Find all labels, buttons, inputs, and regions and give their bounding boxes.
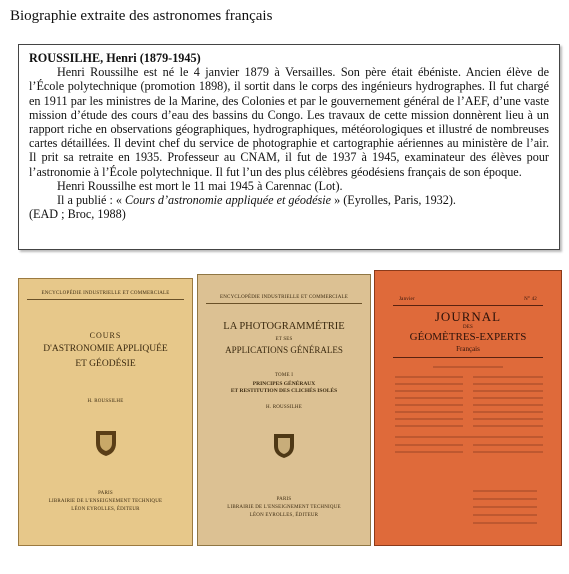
cover1-publisher2: LÉON EYROLLES, ÉDITEUR	[71, 507, 140, 512]
cover2-publisher: LIBRAIRIE DE L'ENSEIGNEMENT TECHNIQUE	[227, 505, 341, 510]
cover2-series: ENCYCLOPÉDIE INDUSTRIELLE ET COMMERCIALE	[219, 295, 349, 300]
publ-suffix: » (Eyrolles, Paris, 1932).	[331, 193, 456, 208]
bio-name: ROUSSILHE, Henri (1879-1945)	[29, 51, 201, 65]
cover3-title-2: DES	[462, 325, 474, 330]
cover3-contents-lines	[393, 363, 545, 483]
cover3-title-4: Français	[456, 345, 480, 353]
publ-title: Cours d’astronomie appliquée et géodésie	[125, 193, 332, 208]
biography-box	[18, 44, 560, 250]
journal-cover-geometres	[374, 270, 562, 546]
bio-paragraph-1: Henri Roussilhe est né le 4 janvier 1879 à Versailles. Son père était ébéniste. Ancien élève de l’École polytechnique (promotion 1898), il sortit dans le corps des ingénieurs hydrographes. Il fut chargé en 1911 par les ministres de la Marine, des Colonies et par le gouvernement général de l’AEF, d’une vaste mission d’étude des cours d’eau des bassins du Congo. Les travaux de cette mission donnèrent lieu à un rapport riche en observations géographiques, hydrographiques, météorologiques et illustré de nombreuses cartes détaillées. Il devint chef du service de photographie et cartographie aériennes au ministère de l’air. Il prit sa retraite en 1935. Professeur au CNAM, il fut de 1937 à 1945, examinateur des élèves pour l’astronomie à l’École polytechnique. Il fut l’un des plus célèbres géodésiens français de son époque.	[29, 65, 549, 179]
cover2-publisher2: LÉON EYROLLES, ÉDITEUR	[249, 513, 319, 518]
cover1-place: PARIS	[98, 491, 113, 496]
cover3-rule-top	[393, 305, 543, 306]
cover1-author: H. ROUSSILHE	[87, 399, 124, 404]
book-cover-astronomie	[18, 278, 193, 546]
publ-prefix: Il a publié : «	[57, 193, 126, 208]
bio-publications	[29, 193, 549, 207]
cover2-title-1: LA PHOTOGRAMMÉTRIE	[223, 321, 345, 332]
cover2-author: H. ROUSSILHE	[265, 405, 302, 410]
cover1-title-3: ET GÉODÉSIE	[75, 359, 136, 369]
cover2-tome: TOME I	[274, 373, 294, 378]
cover2-subtitle-1: PRINCIPES GÉNÉRAUX	[252, 381, 316, 387]
cover1-rule-top	[27, 299, 184, 300]
cover2-emblem-icon	[271, 431, 297, 459]
bio-paragraph-2: Henri Roussilhe est mort le 11 mai 1945 à Carennac (Lot).	[57, 178, 343, 193]
cover2-title-2: ET SES	[275, 337, 293, 342]
cover2-rule-top	[206, 303, 362, 304]
cover2-place: PARIS	[276, 497, 292, 502]
cover3-title-1: JOURNAL	[434, 309, 502, 324]
cover2-title-3: APPLICATIONS GÉNÉRALES	[225, 345, 343, 355]
book-cover-photogrammetrie	[197, 274, 371, 546]
cover3-issue-number: N° 42	[524, 297, 537, 302]
cover1-title-1: COURS	[89, 331, 122, 340]
cover1-series: ENCYCLOPÉDIE INDUSTRIELLE ET COMMERCIALE	[41, 291, 170, 296]
bio-source: (EAD ; Broc, 1988)	[29, 207, 126, 222]
cover3-footer-lines	[471, 487, 541, 537]
cover3-issue-month: Janvier	[399, 297, 415, 302]
cover1-publisher: LIBRAIRIE DE L'ENSEIGNEMENT TECHNIQUE	[48, 499, 163, 504]
cover3-title-3: GÉOMÈTRES-EXPERTS	[409, 331, 527, 343]
cover1-emblem-icon	[93, 427, 119, 457]
page-heading: Biographie extraite des astronomes français	[10, 8, 273, 24]
cover1-title-2: D'ASTRONOMIE APPLIQUÉE	[43, 344, 168, 354]
cover2-subtitle-2: ET RESTITUTION DES CLICHÉS ISOLÉS	[230, 388, 338, 394]
cover3-rule-mid	[393, 357, 543, 358]
